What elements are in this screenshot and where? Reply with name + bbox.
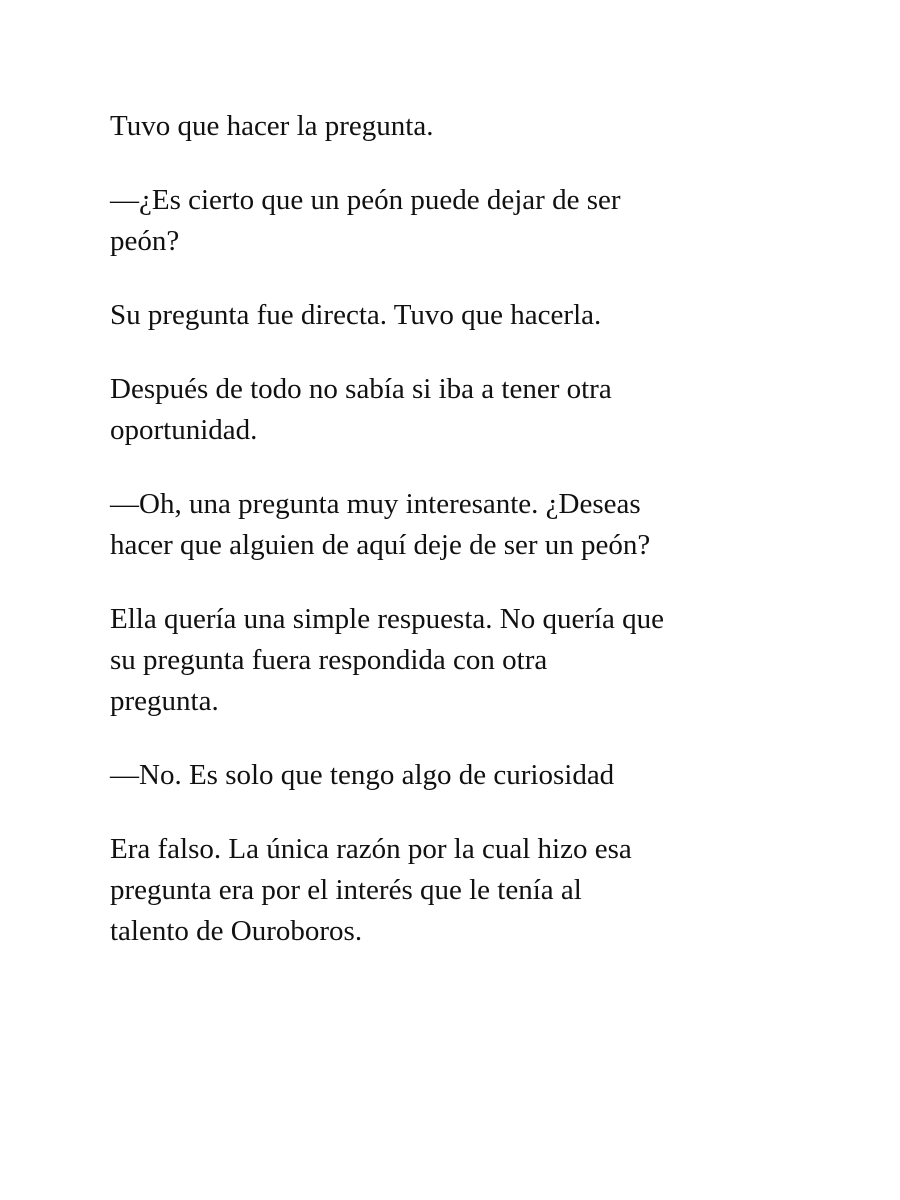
paragraph-dialogue: —Oh, una pregunta muy interesante. ¿Deseas hacer que alguien de aquí deje de ser un peón?	[110, 488, 651, 561]
paragraph-dialogue: —¿Es cierto que un peón puede dejar de ser peón?	[110, 184, 621, 257]
paragraph-dialogue: —No. Es solo que tengo algo de curiosidad	[110, 759, 615, 791]
paragraph-narration: Su pregunta fue directa. Tuvo que hacerla.	[110, 299, 602, 331]
paragraph-narration: Ella quería una simple respuesta. No quería que su pregunta fuera respondida con otra pregunta.	[110, 603, 665, 717]
document-body	[110, 106, 790, 952]
paragraph-narration: Tuvo que hacer la pregunta.	[110, 110, 434, 142]
paragraph-narration: Después de todo no sabía si iba a tener otra oportunidad.	[110, 373, 612, 446]
paragraph-narration: Era falso. La única razón por la cual hizo esa pregunta era por el interés que le tenía al talento de Ouroboros.	[110, 833, 632, 947]
